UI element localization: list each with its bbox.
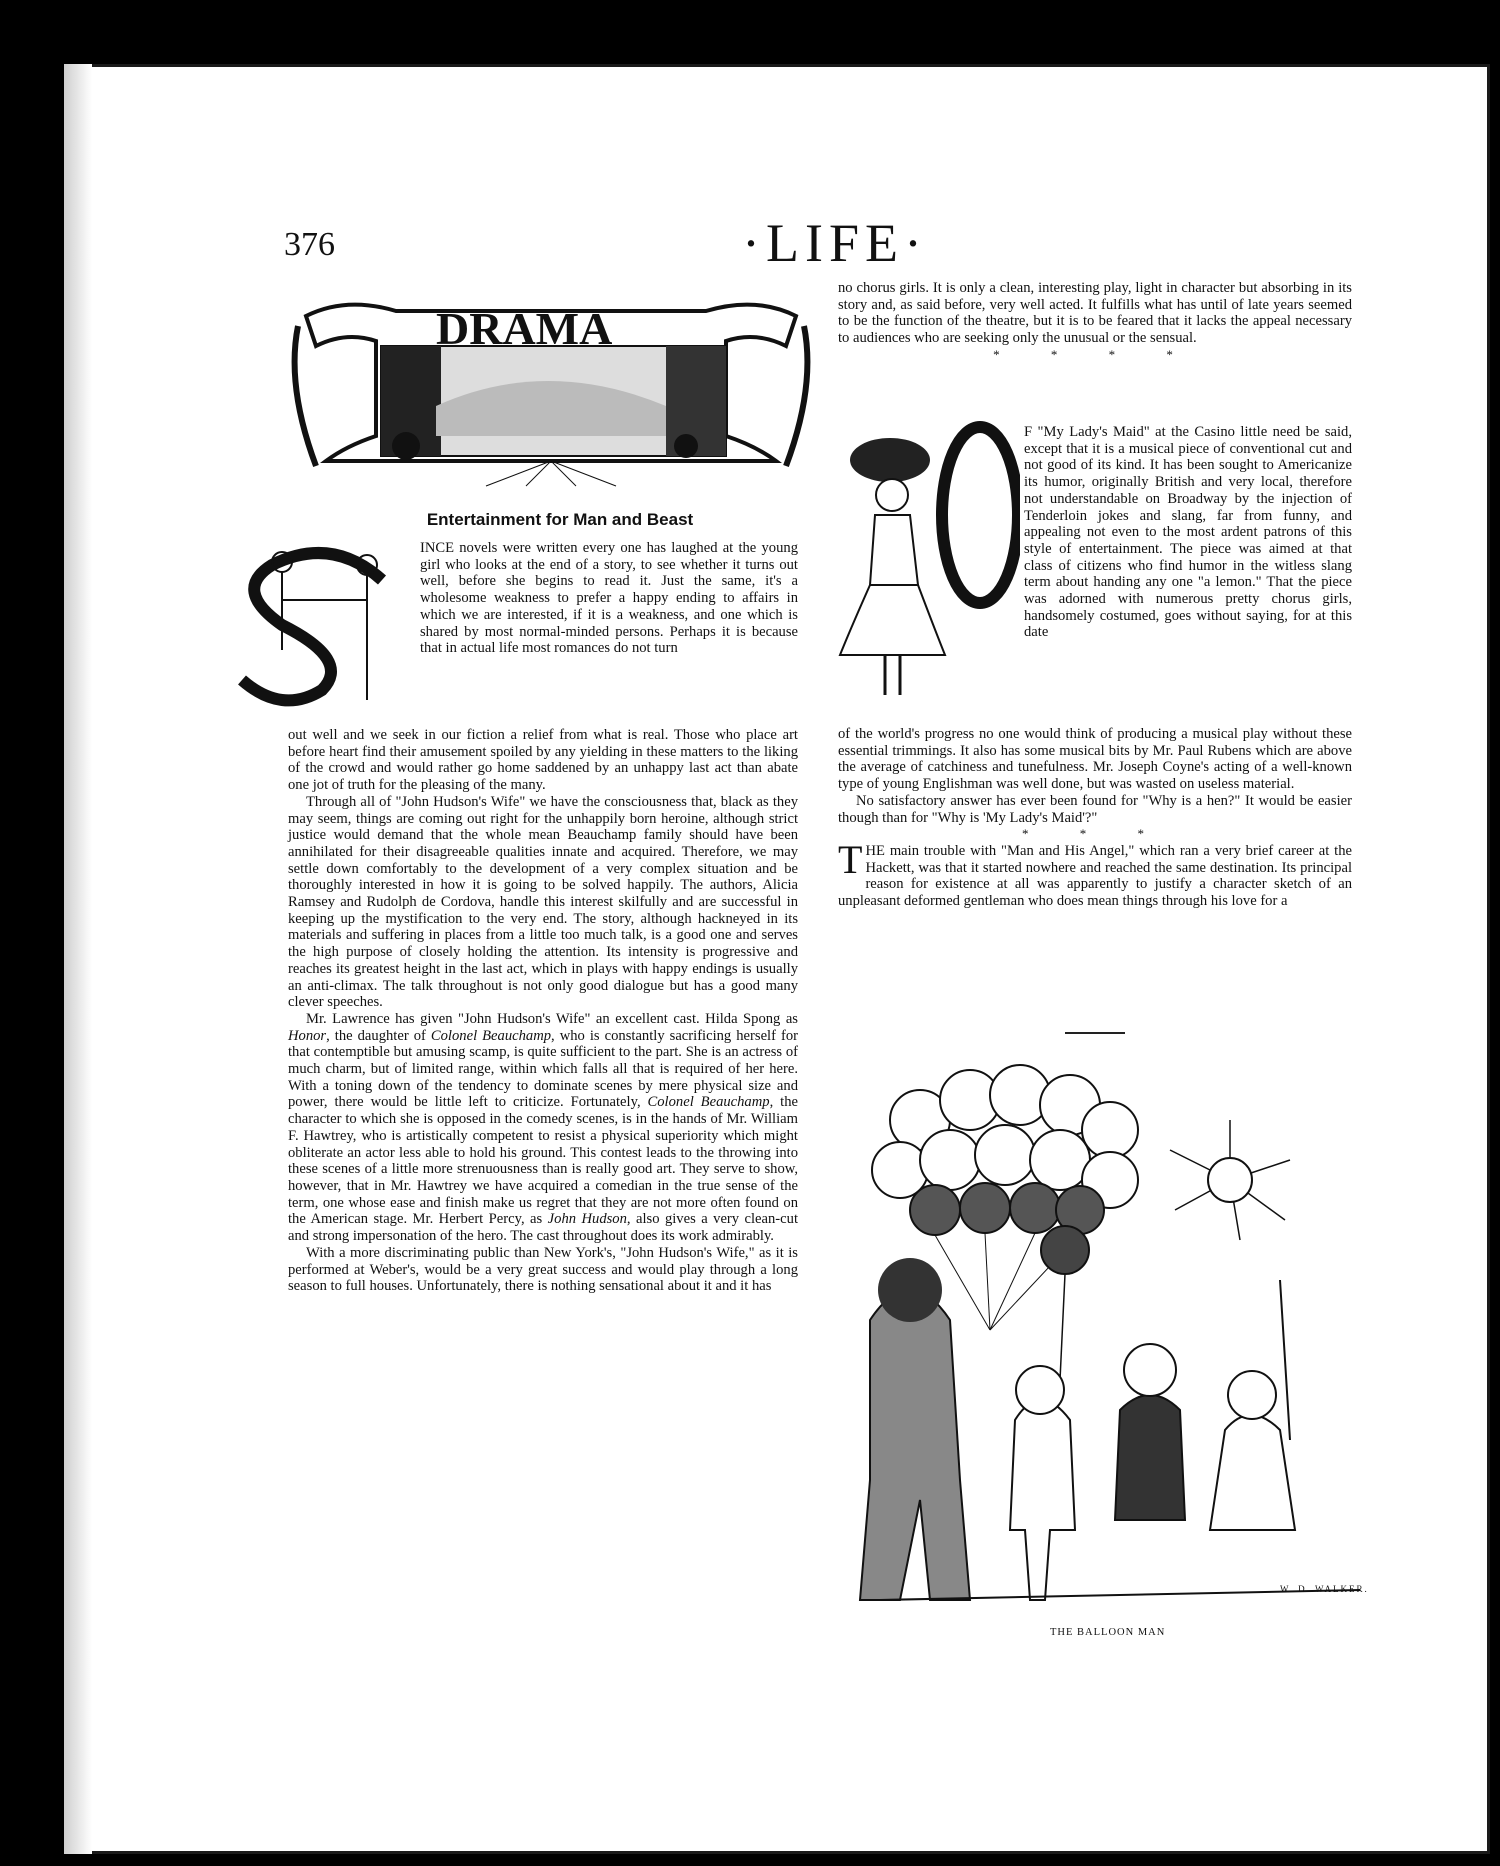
balloon-man-illustration	[840, 1060, 1400, 1620]
paragraph-discriminating-public: With a more discriminating public than New York's, "John Hudson's Wife," as it is performed at Weber's, would be a very great success and would play through a long season to full houses. Unfortunately, there is nothing sensational about it and it has	[288, 1244, 798, 1295]
right-column-middle	[838, 726, 1352, 910]
paragraph-no-chorus-girls: no chorus girls. It is only a clean, interesting play, light in character but absorbing in its story and, as said before, very well acted. It fulfills what has until of late years seemed to be the function of the theatre, but it is to be feared that it lacks the appeal necessary to audiences who are seeking only the unusual or the sensual.	[838, 280, 1352, 347]
dropcap-s-illustration	[222, 540, 418, 710]
paragraph-cast: Mr. Lawrence has given "John Hudson's Wife" an excellent cast. Hilda Spong as Honor, the daughter of Colonel Beauchamp, who is constantly sacrificing herself for that contemptible but amusing scamp, is quite sufficient to the part. She is an actress of much charm, but of limited range, within which falls all that is required of her here. With a toning down of the tendency to dominate scenes by mere physical size and power, there would be little left to criticize. Fortunately, Colonel Beauchamp, the character to which she is opposed in the comedy scenes, is in the hands of Mr. William F. Hawtrey, who is artistically competent to resist a physical superiority which might obliterate an actor less able to hold his ground. This contest leads to the throwing into these scenes of a little more strenuousness than is really good art. They serve to show, however, that in Mr. Hawtrey we have acquired a comedian in the true sense of the term, one whose ease and finish make us regret that they are not more often found on the American stage. Mr. Herbert Percy, as John Hudson, also gives a very clean-cut and strong impersonation of the hero. The cast throughout does its work admirably.	[288, 1010, 798, 1245]
column-rule	[1065, 1032, 1125, 1034]
maid-dropcap: O	[830, 420, 831, 421]
paragraph-why-is-a-hen: No satisfactory answer has ever been found for "Why is a hen?" It would be easier though than for "Why is 'My Lady's Maid'?"	[838, 792, 1352, 826]
article-heading: Entertainment for Man and Beast	[426, 510, 694, 529]
dropcap-o-illustration	[830, 420, 1020, 720]
paragraph-man-and-his-angel: THE main trouble with "Man and His Angel," which ran a very brief career at the Hackett, was that it started nowhere and reached the same destination. Its principal reason for existence at all was apparently to justify a character sketch of an unpleasant deformed gentleman who does mean things through his love for a	[838, 836, 1352, 910]
paragraph-my-ladys-maid-end: of the world's progress no one would think of producing a musical play without these essential trimmings. It also has some musical bits by Mr. Paul Rubens which are above the average of catchiness and tunefulness. Mr. Joseph Coyne's acting of a well-known type of young Englishman was well done, but was wasted on useless material.	[838, 726, 1352, 793]
illustration-signature: W. D. WALKER.	[1280, 1584, 1369, 1594]
maid-wrapped-text	[1024, 424, 1352, 641]
intro-paragraph-start: INCE novels were written every one has laughed at the young girl who looks at the end of a story, to see whether it turns out well, before she begins to read it. Just the same, it's a wholesome weakness to prefer a happy ending to affairs in which we are interested, if it is a weakness, and one which is shared by most normal-minded persons. Perhaps it is because that in actual life most romances do not turn	[420, 540, 798, 657]
left-column	[288, 727, 798, 1295]
page-number: 376	[284, 226, 335, 263]
banner-title: DRAMA	[436, 303, 613, 354]
intro-wrapped-text	[420, 540, 798, 657]
paragraph-my-ladys-maid-start: F "My Lady's Maid" at the Casino little need be said, except that it is a musical piece of conventional cut and not good of its kind. It has been sought to Americanize its humor, originally British and very local, therefore not understandable on Broadway by the injection of Tenderloin jokes and slang, far from funny, and appealing not even to the most ardent patrons of this style of entertainment. The piece was aimed at that class of citizens who find humor in the witless slang term about handing any one "a lemon." That the piece was adorned with numerous pretty chorus girls, handsomely costumed, goes without saying, for at this date	[1024, 424, 1352, 641]
section-divider-stars-2: * * *	[1022, 826, 1168, 842]
right-column-top	[838, 280, 1352, 364]
angel-dropcap: T	[838, 836, 863, 882]
drama-banner-illustration	[286, 286, 816, 491]
section-divider-stars: * * * *	[993, 346, 1197, 362]
paragraph-john-hudson: Through all of "John Hudson's Wife" we have the consciousness that, black as they may seem, things are coming out right for the unhappily born heroine, although strict justice would demand that the whole mean Beauchamp family should have been annihilated for their disagreeable qualities innate and acquired. Therefore, we may settle down comfortably to the development of a very complex situation and be thoroughly interested in how it is going to be solved happily. The authors, Alicia Ramsey and Rudolph de Cordova, handle this interest skilfully and are successful in keeping up the mystification to the very end. The story, although hackneyed in its materials and suffering in places from a little too much talk, is a good one and serves the high purpose of closely holding the attention. Its intensity is progressive and reaches its greatest height in the last act, which in plays with happy endings is usually an anti-climax. The talk throughout is not only good dialogue but has a good many clever speeches.	[288, 793, 798, 1011]
watermark: comicbooks.com	[1226, 1817, 1478, 1852]
intro-paragraph-end: out well and we seek in our fiction a relief from what is real. Those who place art before heart find their amusement spoiled by any yielding in these matters to the liking of the crowd and would rather go home saddened by an unhappy last act than abate one jot of truth for the pleasing of the many.	[288, 727, 798, 794]
illustration-caption: THE BALLOON MAN	[1050, 1627, 1166, 1638]
intro-dropcap: S	[222, 540, 223, 541]
masthead-title: ·LIFE·	[742, 213, 928, 273]
